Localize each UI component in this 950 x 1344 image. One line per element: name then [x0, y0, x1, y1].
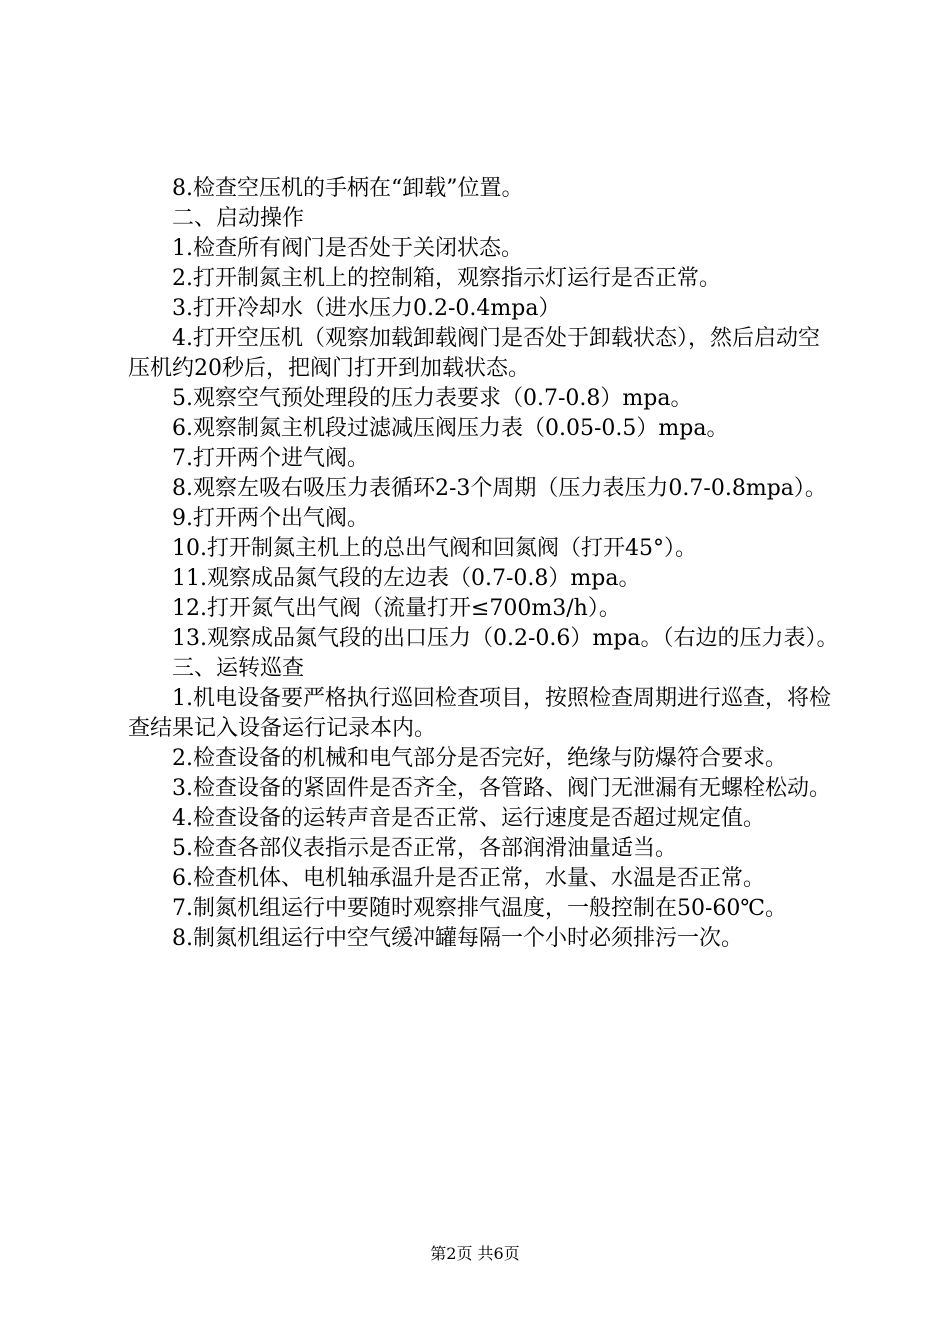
- paragraph: 5.检查各部仪表指示是否正常，各部润滑油量适当。: [172, 836, 677, 861]
- paragraph: 11.观察成品氮气段的左边表（0.7-0.8）mpa。: [172, 566, 641, 591]
- paragraph: 7.制氮机组运行中要随时观察排气温度，一般控制在50-60℃。: [172, 896, 788, 921]
- paragraph: 4.打开空压机（观察加载卸载阀门是否处于卸载状态），然后启动空压机约20秒后，把阀门打开到加载状态。: [128, 326, 820, 381]
- paragraph: 6.检查机体、电机轴承温升是否正常，水量、水温是否正常。: [172, 866, 765, 891]
- paragraph: 7.打开两个进气阀。: [172, 446, 369, 471]
- paragraph: 3.检查设备的紧固件是否齐全，各管路、阀门无泄漏有无螺栓松动。: [172, 776, 831, 801]
- document-body: [128, 174, 840, 954]
- paragraph: 2.检查设备的机械和电气部分是否完好，绝缘与防爆符合要求。: [172, 746, 787, 771]
- paragraph: 4.检查设备的运转声音是否正常、运行速度是否超过规定值。: [172, 806, 765, 831]
- paragraph: 5.观察空气预处理段的压力表要求（0.7-0.8）mpa。: [172, 386, 693, 411]
- paragraph: 13.观察成品氮气段的出口压力（0.2-0.6）mpa。（右边的压力表）。: [172, 626, 839, 651]
- paragraph: 8.检查空压机的手柄在“卸载”位置。: [172, 176, 524, 201]
- page-footer: [0, 1244, 950, 1264]
- paragraph: 8.制氮机组运行中空气缓冲罐每隔一个小时必须排污一次。: [172, 926, 743, 951]
- section-heading: 二、启动操作: [172, 206, 305, 231]
- section-heading: 三、运转巡查: [172, 656, 305, 681]
- paragraph: 12.打开氮气出气阀（流量打开≤700m3/h）。: [172, 596, 621, 621]
- paragraph: 1.检查所有阀门是否处于关闭状态。: [172, 236, 523, 261]
- paragraph: 6.观察制氮主机段过滤减压阀压力表（0.05-0.5）mpa。: [172, 416, 729, 441]
- paragraph: 3.打开冷却水（进水压力0.2-0.4mpa）: [172, 296, 561, 321]
- paragraph: 1.机电设备要严格执行巡回检查项目，按照检查周期进行巡查，将检查结果记入设备运行记录本内。: [128, 686, 831, 741]
- paragraph: 2.打开制氮主机上的控制箱，观察指示灯运行是否正常。: [172, 266, 721, 291]
- paragraph: 9.打开两个出气阀。: [172, 506, 369, 531]
- page-number: 第2页 共6页: [430, 1244, 520, 1263]
- paragraph: 8.观察左吸右吸压力表循环2-3个周期（压力表压力0.7-0.8mpa）。: [172, 476, 827, 501]
- paragraph: 10.打开制氮主机上的总出气阀和回氮阀（打开45°）。: [172, 536, 697, 561]
